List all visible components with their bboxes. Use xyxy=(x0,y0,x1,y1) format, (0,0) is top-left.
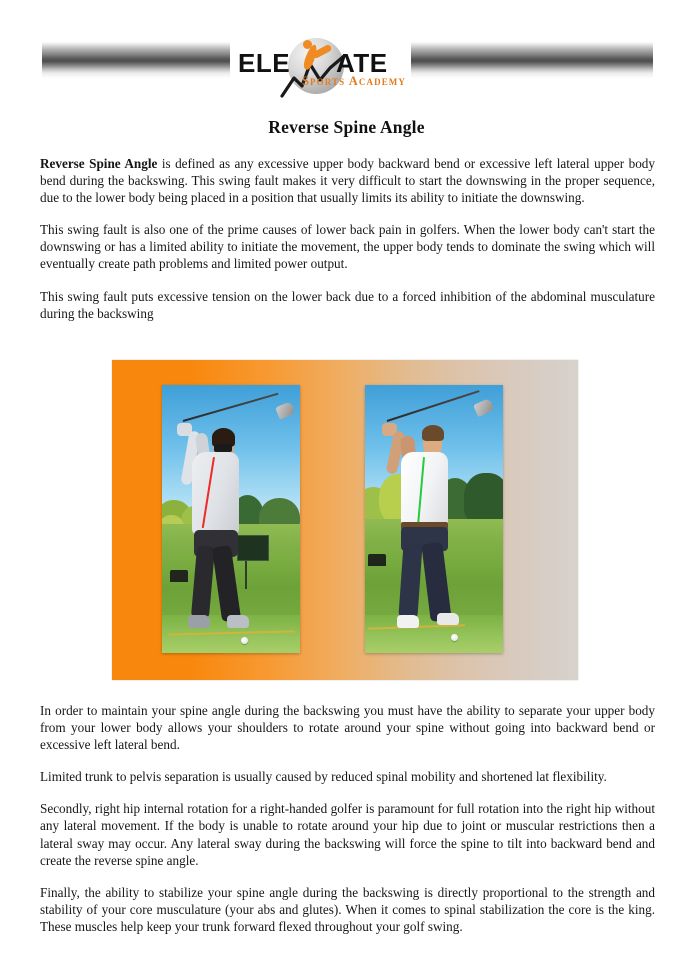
photo-golfer-correct-spine-angle xyxy=(365,385,503,653)
paragraph-1-text: is defined as any excessive upper body backward bend or excessive left lateral upper body bend during the backswing. This swing fault makes it very difficult to start the downswing in the proper sequence, due to the lower body being placed in a position that usually limits its ability to initiate the downswing. xyxy=(40,156,655,206)
photo-tee-block xyxy=(170,570,188,582)
golfer-right-shoe xyxy=(227,615,249,627)
golfer-left-shoe xyxy=(188,615,210,627)
body-text-lower xyxy=(40,702,655,950)
paragraph-7: Finally, the ability to stabilize your spine angle during the backswing is directly proportional to the strength and stability of your core musculature (your abs and glutes). When it comes to spinal stabilization the core is the king. These muscles help keep your trunk forward flexed throughout your golf swing. xyxy=(40,884,655,934)
page-header xyxy=(0,0,693,108)
paragraph-1 xyxy=(40,155,655,206)
paragraph-4: In order to maintain your spine angle during the backswing you must have the ability to separate your upper body from your lower body allows your shoulders to rotate around your spine without going into backward bend or excessive left lateral bend. xyxy=(40,703,655,753)
logo-word-part-2: ATE xyxy=(336,48,388,78)
figure-panel xyxy=(112,360,578,680)
body-text-upper xyxy=(40,155,655,322)
paragraph-6: Secondly, right hip internal rotation for a right-handed golfer is paramount for full rotation into the right hip without any lateral movement. If the body is unable to rotate around your hip due to joint or muscular restrictions then a lateral sway may occur. Any lateral sway during the backswing will force the spine to tilt into backward bend and create the reverse spine angle. xyxy=(40,801,655,868)
paragraph-3: This swing fault puts excessive tension on the lower back due to a forced inhibition of the abdominal musculature during the backswing xyxy=(40,288,655,321)
golfer-glasses xyxy=(214,444,232,452)
photo-range-sign xyxy=(237,535,269,561)
golfer-left-shoe xyxy=(397,615,419,627)
page-title: Reverse Spine Angle xyxy=(268,117,425,137)
logo-subtitle: Sports Academy xyxy=(302,74,406,88)
paragraph-5: Limited trunk to pelvis separation is usually caused by reduced spinal mobility and shortened lat flexibility. xyxy=(40,769,607,785)
paragraph-2: This swing fault is also one of the prime causes of lower back pain in golfers. When the lower body can't start the downswing or has a limited ability to initiate the movement, the upper body tends to dominate the swing which will eventually create path problems and limited power output. xyxy=(40,222,655,272)
photo-golfer-reverse-spine-angle xyxy=(162,385,300,653)
photo-golf-ball xyxy=(451,634,458,641)
header-decorative-bar-right xyxy=(411,42,653,79)
photo-tee-block xyxy=(368,554,386,566)
header-decorative-bar-left xyxy=(42,42,230,79)
logo-word-part-1: ELE xyxy=(238,48,291,78)
elevate-sports-academy-logo xyxy=(232,36,408,98)
golfer-torso xyxy=(192,452,239,535)
photo-golf-ball xyxy=(241,637,248,644)
paragraph-1-lead-term: Reverse Spine Angle xyxy=(40,156,158,171)
golfer-hair xyxy=(422,425,444,441)
golfer-right-shoe xyxy=(437,613,459,625)
